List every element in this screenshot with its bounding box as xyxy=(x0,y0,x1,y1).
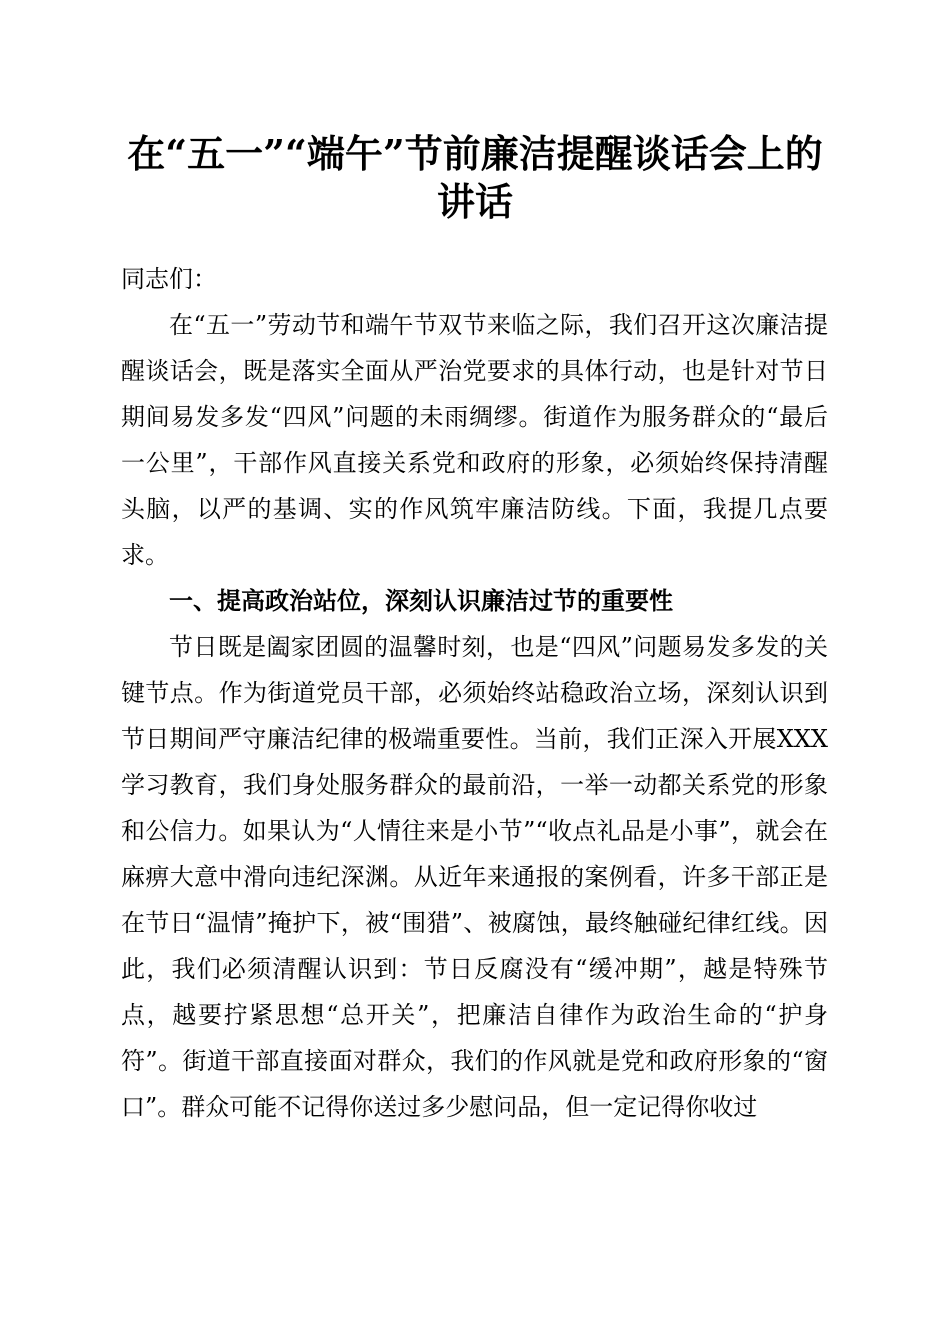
paragraph-intro: 在“五一”劳动节和端午节双节来临之际，我们召开这次廉洁提醒谈话会，既是落实全面从严治党要求的具体行动，也是针对节日期间易发多发“四风”问题的未雨绸缪。街道作为服务群众的“最后一公里”，干部作风直接关系党和政府的形象，必须始终保持清醒头脑，以严的基调、实的作风筑牢廉洁防线。下面，我提几点要求。 xyxy=(121,311,828,569)
title-line-2: 讲话 xyxy=(436,179,513,224)
document-body xyxy=(121,256,828,1130)
salutation: 同志们： xyxy=(121,265,217,293)
document-title xyxy=(100,130,850,226)
title-line-1: 在“五一”“端午”节前廉洁提醒谈话会上的 xyxy=(127,131,823,176)
paragraph-section-1: 节日既是阖家团圆的温馨时刻，也是“四风”问题易发多发的关键节点。作为街道党员干部，必须始终站稳政治立场，深刻认识到节日期间严守廉洁纪律的极端重要性。当前，我们正深入开展XXX学习教育，我们身处服务群众的最前沿，一举一动都关系党的形象和公信力。如果认为“人情往来是小节”“收点礼品是小事”，就会在麻痹大意中滑向违纪深渊。从近年来通报的案例看，许多干部正是在节日“温情”掩护下，被“围猎”、被腐蚀，最终触碰纪律红线。因此，我们必须清醒认识到：节日反腐没有“缓冲期”，越是特殊节点，越要拧紧思想“总开关”，把廉洁自律作为政治生命的“护身符”。街道干部直接面对群众，我们的作风就是党和政府形象的“窗口”。群众可能不记得你送过多少慰问品，但一定记得你收过 xyxy=(121,633,828,1121)
section-heading-1: 一、提高政治站位，深刻认识廉洁过节的重要性 xyxy=(169,586,673,615)
